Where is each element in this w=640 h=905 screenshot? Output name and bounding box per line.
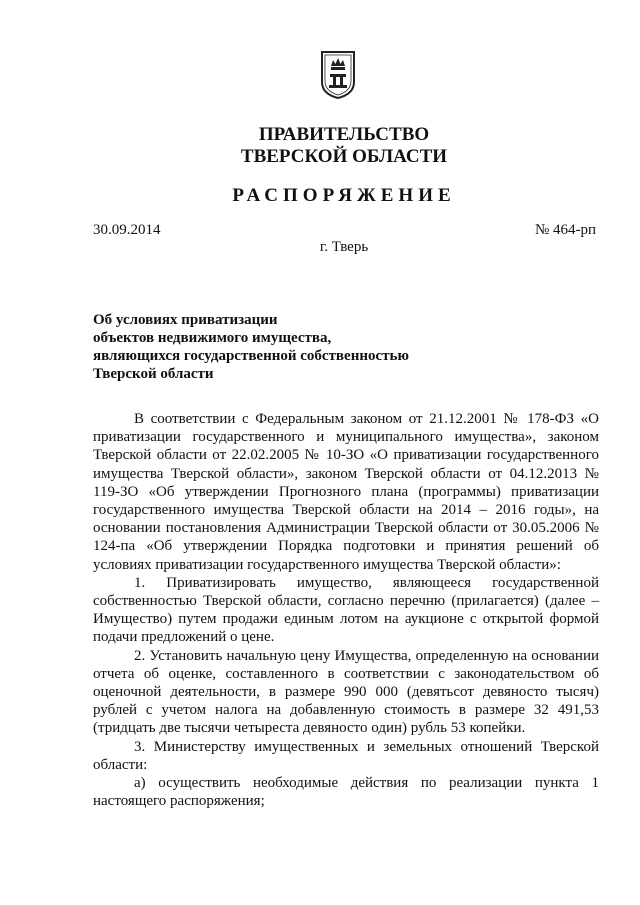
document-date: 30.09.2014 <box>93 222 161 238</box>
document-number: № 464-рп <box>535 222 597 238</box>
body-paragraph-item-2: 2. Установить начальную цену Имущества, определенную на основании отчета об оценке, составленного в соответствии с законодательством об оценочной деятельности, в размере 990 000 (девятьсот девяносто тысяч) рублей с учетом налога на добавленную стоимость в размере 32 491,53 (тридцать две тысячи четыреста девяносто один) рубль 53 копейки. <box>93 647 599 737</box>
subject-line: объектов недвижимого имущества, <box>93 330 332 346</box>
document-city: г. Тверь <box>319 239 369 255</box>
body-paragraph-item-3a: а) осуществить необходимые действия по реализации пункта 1 настоящего распоряжения; <box>93 775 599 810</box>
government-title-line1: ПРАВИТЕЛЬСТВО <box>258 124 430 145</box>
body-paragraph-item-3: 3. Министерству имущественных и земельных отношений Тверской области: <box>93 738 599 773</box>
subject-line: Тверской области <box>93 366 214 382</box>
document-type-heading: РАСПОРЯЖЕНИЕ <box>232 185 456 206</box>
document-subject <box>93 311 409 383</box>
subject-line: Об условиях приватизации <box>93 312 278 328</box>
tver-coat-of-arms-icon <box>320 50 356 100</box>
body-paragraph-item-1: 1. Приватизировать имущество, являющееся государственной собственностью Тверской области, согласно перечню (прилагается) (далее – Имущество) путем продажи единым лотом на аукционе с открытой формой подачи предложений о цене. <box>93 574 599 646</box>
subject-line: являющихся государственной собственностью <box>93 348 409 364</box>
document-body <box>93 410 599 810</box>
government-title-line2: ТВЕРСКОЙ ОБЛАСТИ <box>240 146 448 167</box>
government-title <box>0 124 640 168</box>
body-paragraph-preamble: В соответствии с Федеральным законом от 21.12.2001 № 178-ФЗ «О приватизации государственного и муниципального имущества», законом Тверской области от 22.02.2005 № 10-ЗО «О приватизации государственного имущества Тверской области», законом Тверской области от 04.12.2013 № 119-ЗО «Об утверждении Прогнозного плана (программы) приватизации государственного имущества Тверской области на 2014 – 2016 годы», на основании постановления Администрации Тверской области от 30.05.2006 № 124-па «Об утверждении Порядка подготовки и принятия решений об условиях приватизации государственного имущества Тверской области»: <box>93 411 599 573</box>
